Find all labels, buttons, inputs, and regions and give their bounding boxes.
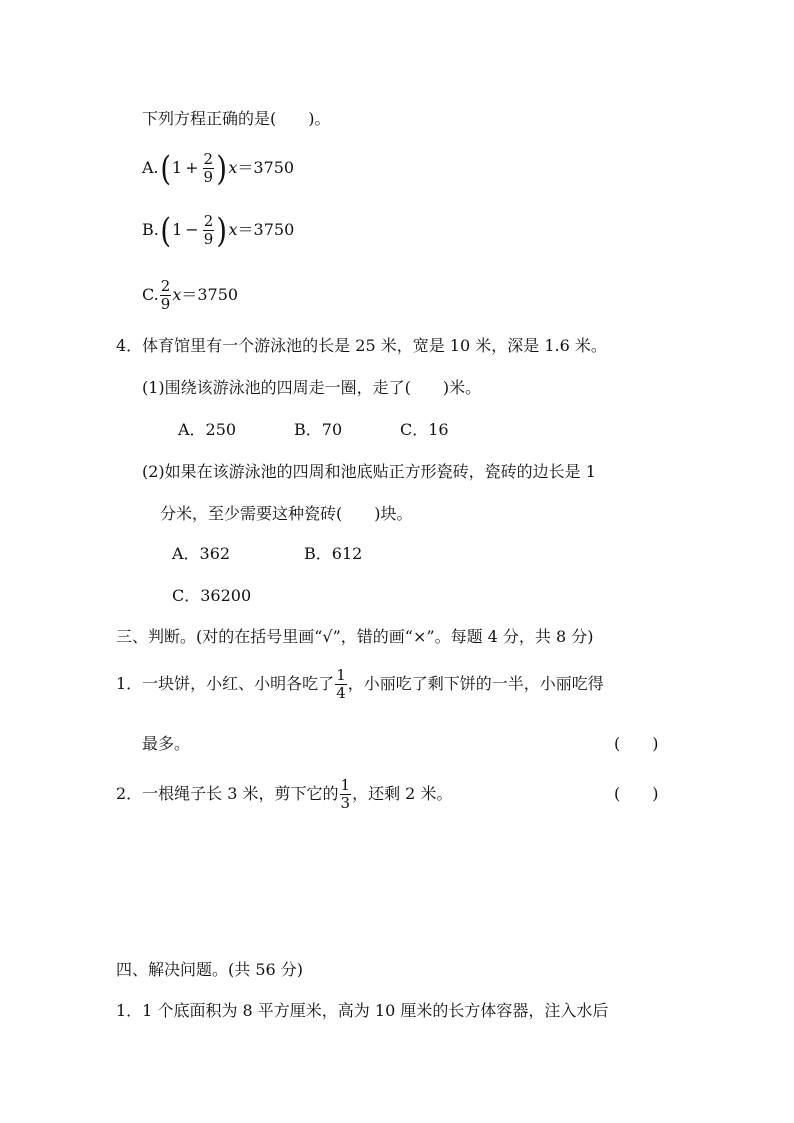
section-4-title: 四、解决问题。(共 56 分) (116, 960, 304, 979)
q3-prompt: 下列方程正确的是( )。 (142, 109, 331, 128)
q3-option-a[interactable]: A.(1 + $\frac{2}{9}$ )x＝3750 (142, 148, 295, 189)
q4-sub1-option-c[interactable]: C．16 (400, 420, 449, 439)
q4-sub2-line2: 分米，至少需要这种瓷砖( )块。 (160, 504, 413, 523)
problem-1-text: 1．1 个底面积为 8 平方厘米，高为 10 厘米的长方体容器，注入水后 (116, 1001, 609, 1020)
fraction: $\frac{2}{9}$ (203, 212, 214, 248)
judgment-1-answer-blank[interactable]: ( ) (614, 734, 659, 753)
q4-sub1-option-a[interactable]: A．250 (178, 420, 237, 439)
judgment-1-line2: 最多。 (142, 734, 191, 753)
q3-option-c[interactable]: C. $\frac{2}{9}$ x＝3750 (142, 277, 239, 313)
option-label: B. (142, 220, 159, 239)
q4-stem: 4．体育馆里有一个游泳池的长是 25 米，宽是 10 米，深是 1.6 米。 (116, 336, 607, 355)
fraction: $\frac{2}{9}$ (160, 277, 171, 313)
judgment-1: 1．一块饼，小红、小明各吃了 $\frac{1}{4}$ ，小丽吃了剩下饼的一半，小丽吃得 (116, 666, 604, 702)
fraction: $\frac{1}{3}$ (340, 776, 351, 812)
option-label: C. (142, 285, 159, 304)
option-label: A. (142, 158, 159, 177)
q4-sub2-option-a[interactable]: A．362 (172, 544, 231, 563)
q4-sub2-option-b[interactable]: B．612 (304, 544, 363, 563)
q4-sub2-option-c[interactable]: C．36200 (172, 586, 252, 605)
judgment-2-answer-blank[interactable]: ( ) (614, 784, 659, 803)
q4-sub2-line1: (2)如果在该游泳池的四周和池底贴正方形瓷砖，瓷砖的边长是 1 (142, 462, 596, 481)
judgment-2: 2．一根绳子长 3 米，剪下它的 $\frac{1}{3}$ ，还剩 2 米。 (116, 776, 453, 812)
fraction: $\frac{2}{9}$ (203, 150, 214, 186)
q4-sub1-option-b[interactable]: B．70 (294, 420, 343, 439)
fraction: $\frac{1}{4}$ (336, 666, 346, 702)
q3-option-b[interactable]: B.(1 − $\frac{2}{9}$ )x＝3750 (142, 210, 295, 251)
section-3-title: 三、判断。(对的在括号里画“√”，错的画“×”。每题 4 分，共 8 分) (116, 627, 594, 646)
q4-sub1-text: (1)围绕该游泳池的四周走一圈，走了( )米。 (142, 378, 482, 397)
